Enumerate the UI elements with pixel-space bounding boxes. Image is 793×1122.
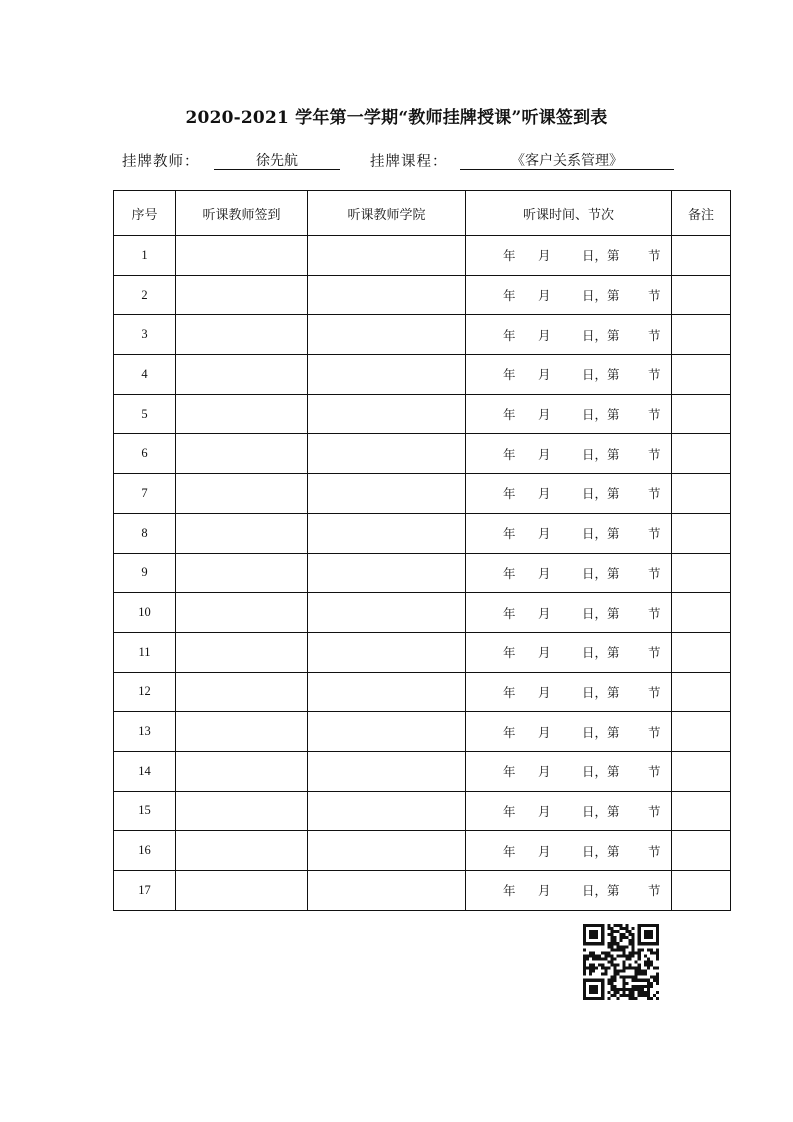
college-cell[interactable] (308, 871, 466, 911)
time-day: 日，第 (582, 684, 620, 700)
row-index: 16 (114, 831, 176, 871)
time-cell[interactable] (466, 791, 672, 831)
table-row (114, 672, 731, 712)
row-index: 8 (114, 513, 176, 553)
time-month: 月 (538, 843, 551, 859)
time-section: 节 (648, 248, 661, 264)
row-index: 5 (114, 394, 176, 434)
time-year: 年 (503, 248, 516, 264)
table-row (114, 474, 731, 514)
header-remarks: 备注 (672, 191, 731, 236)
time-year: 年 (503, 526, 516, 542)
time-month: 月 (538, 565, 551, 581)
time-section: 节 (648, 407, 661, 423)
time-day: 日，第 (582, 486, 620, 502)
table-row (114, 513, 731, 553)
teacher-label: 挂牌教师： (122, 154, 200, 170)
time-year: 年 (503, 446, 516, 462)
time-year: 年 (503, 684, 516, 700)
qr-code (583, 924, 659, 1000)
time-day: 日，第 (582, 764, 620, 780)
time-year: 年 (503, 367, 516, 383)
time-year: 年 (503, 605, 516, 621)
signature-cell[interactable] (176, 672, 308, 712)
remarks-cell[interactable] (672, 751, 731, 791)
college-cell[interactable] (308, 315, 466, 355)
signature-cell[interactable] (176, 513, 308, 553)
table-row (114, 712, 731, 752)
time-section: 节 (648, 605, 661, 621)
time-day: 日，第 (582, 407, 620, 423)
time-year: 年 (503, 883, 516, 899)
table-row (114, 434, 731, 474)
remarks-cell[interactable] (672, 871, 731, 911)
row-index: 13 (114, 712, 176, 752)
signature-cell[interactable] (176, 831, 308, 871)
signature-cell[interactable] (176, 434, 308, 474)
college-cell[interactable] (308, 474, 466, 514)
time-year: 年 (503, 565, 516, 581)
time-cell[interactable] (466, 712, 672, 752)
header-teacher-signature: 听课教师签到 (176, 191, 308, 236)
time-day: 日，第 (582, 526, 620, 542)
time-cell[interactable] (466, 751, 672, 791)
time-cell[interactable] (466, 553, 672, 593)
time-section: 节 (648, 724, 661, 740)
remarks-cell[interactable] (672, 513, 731, 553)
remarks-cell[interactable] (672, 315, 731, 355)
time-month: 月 (538, 684, 551, 700)
signature-cell[interactable] (176, 632, 308, 672)
time-cell[interactable] (466, 355, 672, 395)
time-cell[interactable] (466, 672, 672, 712)
remarks-cell[interactable] (672, 632, 731, 672)
time-day: 日，第 (582, 288, 620, 304)
time-month: 月 (538, 803, 551, 819)
time-month: 月 (538, 526, 551, 542)
header-time-section: 听课时间、节次 (466, 191, 672, 236)
remarks-cell[interactable] (672, 434, 731, 474)
signature-cell[interactable] (176, 394, 308, 434)
college-cell[interactable] (308, 831, 466, 871)
document-title: 2020-2021 学年第一学期“教师挂牌授课”听课签到表 (185, 108, 608, 128)
signature-cell[interactable] (176, 553, 308, 593)
college-cell[interactable] (308, 394, 466, 434)
row-index: 4 (114, 355, 176, 395)
signature-cell[interactable] (176, 593, 308, 633)
time-year: 年 (503, 327, 516, 343)
time-section: 节 (648, 486, 661, 502)
time-day: 日，第 (582, 605, 620, 621)
remarks-cell[interactable] (672, 474, 731, 514)
time-cell[interactable] (466, 593, 672, 633)
remarks-cell[interactable] (672, 394, 731, 434)
college-cell[interactable] (308, 751, 466, 791)
signature-cell[interactable] (176, 315, 308, 355)
time-cell[interactable] (466, 315, 672, 355)
row-index: 9 (114, 553, 176, 593)
row-index: 3 (114, 315, 176, 355)
row-index: 1 (114, 236, 176, 276)
time-day: 日，第 (582, 843, 620, 859)
college-cell[interactable] (308, 791, 466, 831)
row-index: 12 (114, 672, 176, 712)
row-index: 14 (114, 751, 176, 791)
time-year: 年 (503, 803, 516, 819)
college-cell[interactable] (308, 275, 466, 315)
table-header-row (114, 191, 731, 236)
college-cell[interactable] (308, 593, 466, 633)
time-month: 月 (538, 248, 551, 264)
time-day: 日，第 (582, 645, 620, 661)
row-index: 2 (114, 275, 176, 315)
signature-cell[interactable] (176, 712, 308, 752)
table-body (114, 236, 731, 911)
time-day: 日，第 (582, 883, 620, 899)
time-section: 节 (648, 446, 661, 462)
time-day: 日，第 (582, 565, 620, 581)
time-year: 年 (503, 764, 516, 780)
course-label: 挂牌课程： (370, 154, 448, 170)
college-cell[interactable] (308, 672, 466, 712)
time-month: 月 (538, 724, 551, 740)
time-day: 日，第 (582, 327, 620, 343)
signature-cell[interactable] (176, 236, 308, 276)
time-section: 节 (648, 684, 661, 700)
time-month: 月 (538, 367, 551, 383)
time-cell[interactable] (466, 513, 672, 553)
row-index: 11 (114, 632, 176, 672)
table-row (114, 275, 731, 315)
time-cell[interactable] (466, 434, 672, 474)
signature-cell[interactable] (176, 751, 308, 791)
time-month: 月 (538, 327, 551, 343)
signature-cell[interactable] (176, 474, 308, 514)
remarks-cell[interactable] (672, 593, 731, 633)
time-month: 月 (538, 645, 551, 661)
teacher-value: 徐先航 (214, 150, 340, 170)
college-cell[interactable] (308, 632, 466, 672)
table-row (114, 355, 731, 395)
time-section: 节 (648, 526, 661, 542)
sign-in-table (113, 190, 731, 911)
row-index: 15 (114, 791, 176, 831)
course-value: 《客户关系管理》 (460, 150, 674, 170)
time-section: 节 (648, 565, 661, 581)
table-row (114, 593, 731, 633)
remarks-cell[interactable] (672, 672, 731, 712)
time-section: 节 (648, 883, 661, 899)
remarks-cell[interactable] (672, 236, 731, 276)
signature-cell[interactable] (176, 355, 308, 395)
time-year: 年 (503, 843, 516, 859)
time-year: 年 (503, 724, 516, 740)
time-section: 节 (648, 803, 661, 819)
time-day: 日，第 (582, 724, 620, 740)
time-cell[interactable] (466, 394, 672, 434)
college-cell[interactable] (308, 712, 466, 752)
time-cell[interactable] (466, 871, 672, 911)
header-index: 序号 (114, 191, 176, 236)
time-cell[interactable] (466, 236, 672, 276)
college-cell[interactable] (308, 236, 466, 276)
remarks-cell[interactable] (672, 791, 731, 831)
time-section: 节 (648, 764, 661, 780)
row-index: 7 (114, 474, 176, 514)
time-day: 日，第 (582, 367, 620, 383)
time-cell[interactable] (466, 632, 672, 672)
header-teacher-college: 听课教师学院 (308, 191, 466, 236)
remarks-cell[interactable] (672, 553, 731, 593)
table-row (114, 831, 731, 871)
time-year: 年 (503, 645, 516, 661)
table-row (114, 315, 731, 355)
remarks-cell[interactable] (672, 712, 731, 752)
table-row (114, 791, 731, 831)
time-month: 月 (538, 407, 551, 423)
time-month: 月 (538, 605, 551, 621)
signature-cell[interactable] (176, 275, 308, 315)
time-cell[interactable] (466, 474, 672, 514)
time-month: 月 (538, 486, 551, 502)
row-index: 17 (114, 871, 176, 911)
time-month: 月 (538, 288, 551, 304)
time-day: 日，第 (582, 248, 620, 264)
row-index: 10 (114, 593, 176, 633)
college-cell[interactable] (308, 434, 466, 474)
remarks-cell[interactable] (672, 831, 731, 871)
time-cell[interactable] (466, 275, 672, 315)
time-year: 年 (503, 407, 516, 423)
college-cell[interactable] (308, 553, 466, 593)
time-section: 节 (648, 367, 661, 383)
time-section: 节 (648, 645, 661, 661)
time-year: 年 (503, 486, 516, 502)
table-row (114, 632, 731, 672)
time-section: 节 (648, 288, 661, 304)
remarks-cell[interactable] (672, 275, 731, 315)
table-row (114, 871, 731, 911)
time-month: 月 (538, 883, 551, 899)
table-row (114, 553, 731, 593)
table-row (114, 236, 731, 276)
time-day: 日，第 (582, 446, 620, 462)
signature-cell[interactable] (176, 871, 308, 911)
time-year: 年 (503, 288, 516, 304)
time-section: 节 (648, 327, 661, 343)
time-cell[interactable] (466, 831, 672, 871)
time-month: 月 (538, 446, 551, 462)
remarks-cell[interactable] (672, 355, 731, 395)
table-row (114, 751, 731, 791)
college-cell[interactable] (308, 355, 466, 395)
time-month: 月 (538, 764, 551, 780)
row-index: 6 (114, 434, 176, 474)
table-row (114, 394, 731, 434)
time-day: 日，第 (582, 803, 620, 819)
time-section: 节 (648, 843, 661, 859)
college-cell[interactable] (308, 513, 466, 553)
signature-cell[interactable] (176, 791, 308, 831)
